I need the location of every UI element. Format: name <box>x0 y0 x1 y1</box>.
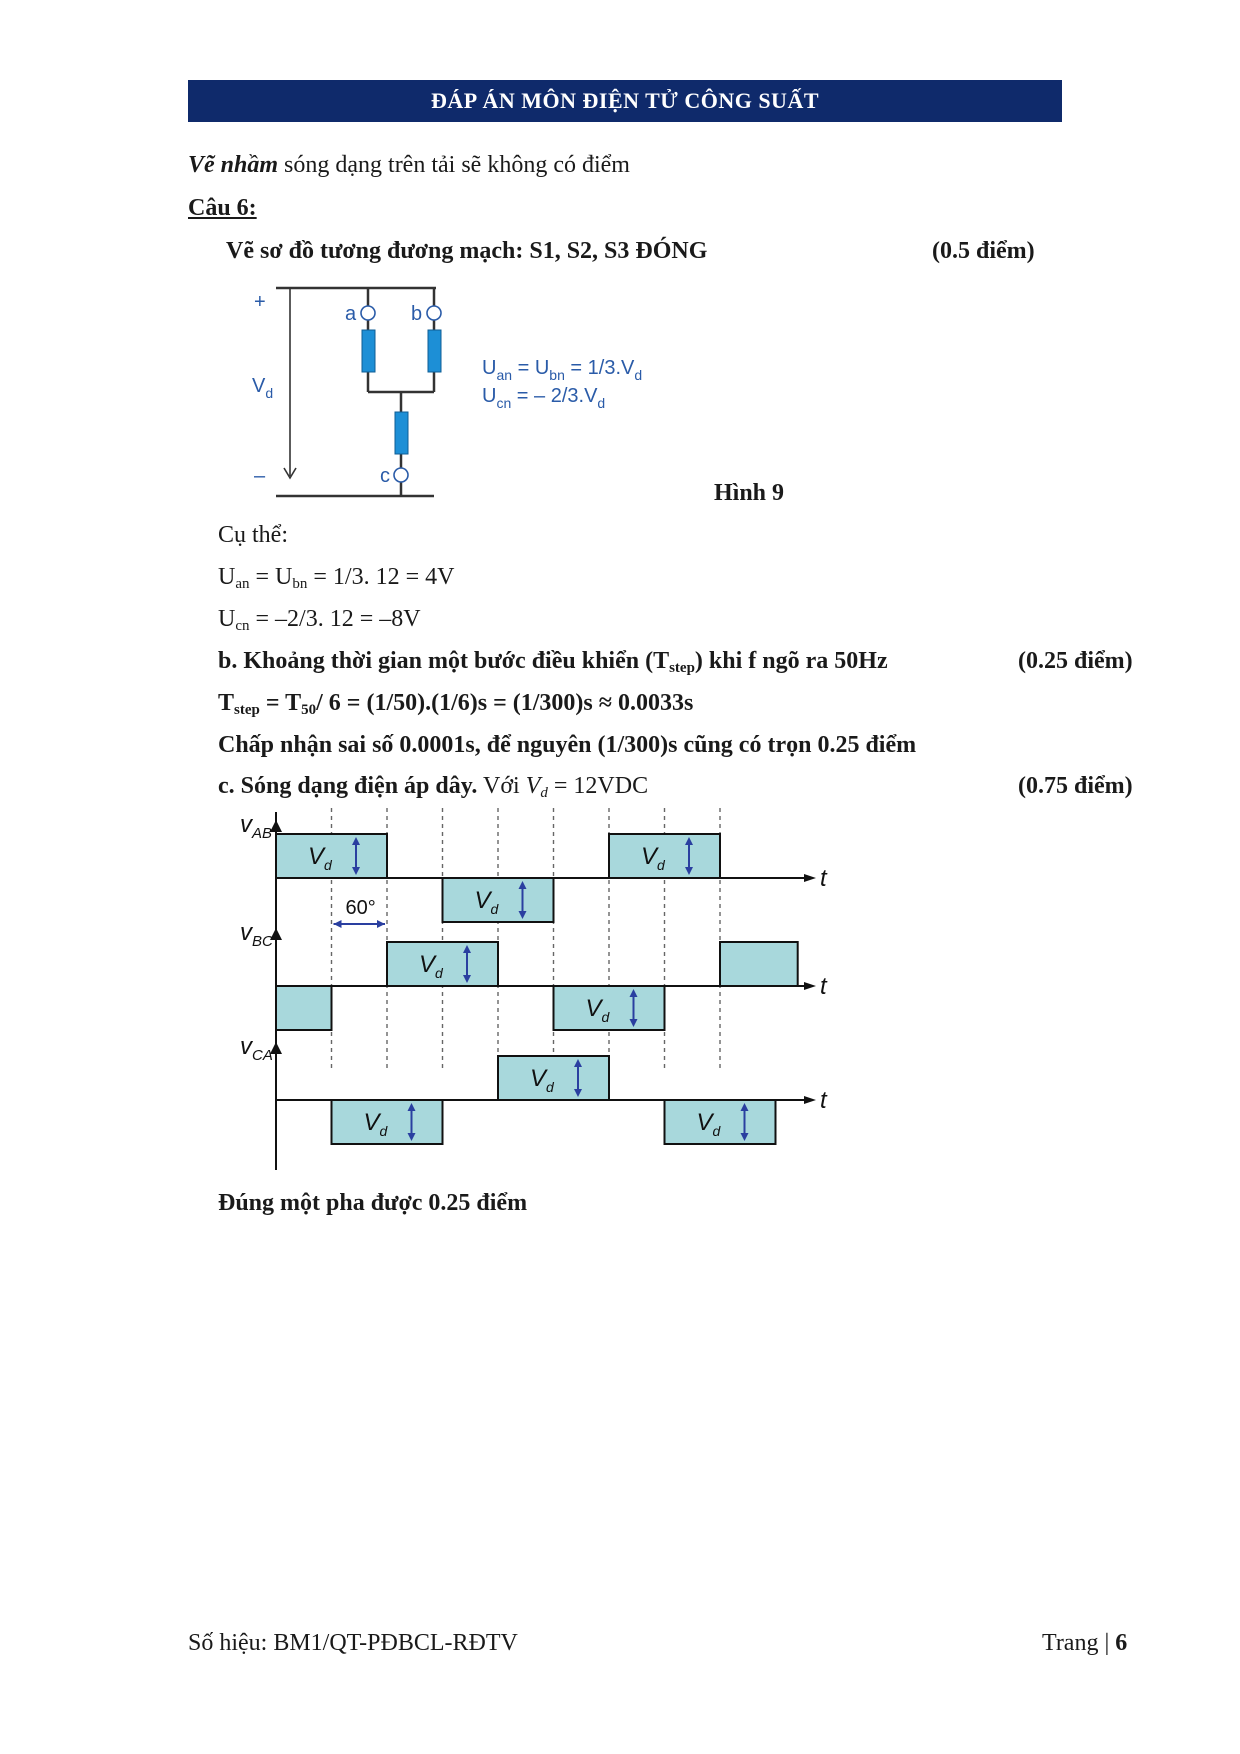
vd-pulse-label: $V_d$ <box>308 843 332 873</box>
vd-pulse-label: $V_d$ <box>474 887 499 917</box>
pulse-bc <box>720 942 798 986</box>
intro-text: sóng dạng trên tải sẽ không có điểm <box>278 152 630 178</box>
part-b-points: (0.25 điểm) <box>1018 648 1133 674</box>
vd-label: $V_d$ <box>252 375 274 401</box>
part-a-points: (0.5 điểm) <box>932 238 1035 264</box>
time-axis-label: t <box>820 865 827 892</box>
resistor-a <box>362 330 375 372</box>
time-axis-label: t <box>820 1087 827 1114</box>
details-title: Cụ thể: <box>218 522 288 548</box>
pulse-bc <box>276 986 332 1030</box>
equivalent-circuit-diagram <box>240 282 700 504</box>
page-number: 6 <box>1115 1630 1128 1656</box>
part-b-formula: $T_{step} = T_{50}/$ 6 = (1/50).(1/6)s = (1/300)s ≈ 0.0033s <box>218 690 694 718</box>
part-c-heading: c. Sóng dạng điện áp dây. Với $V_d = 12VDC$ <box>218 773 649 801</box>
circuit-equation-2: $U_{cn}$ = – $2/3.V_d$ <box>482 385 606 411</box>
part-c-points: (0.75 điểm) <box>1018 773 1133 799</box>
line-voltage-waveforms <box>228 806 848 1178</box>
question-label: Câu 6: <box>188 195 257 221</box>
phase-label-ca: $v_{CA}$ <box>240 1033 273 1064</box>
time-axis-arrowhead <box>804 874 816 882</box>
vd-pulse-label: $V_d$ <box>696 1109 721 1139</box>
angle-arrowhead-left <box>334 920 342 928</box>
page-header-title: ĐÁP ÁN MÔN ĐIỆN TỬ CÔNG SUẤT <box>188 80 1062 122</box>
resistor-c <box>395 412 408 454</box>
footer-page: Trang | 6 <box>1042 1630 1128 1656</box>
time-axis-label: t <box>820 973 827 1000</box>
node-a-terminal <box>361 306 375 320</box>
part-a-heading: Vẽ sơ đồ tương đương mạch: S1, S2, S3 ĐÓNG <box>226 238 708 264</box>
node-b-label: b <box>411 303 423 325</box>
time-axis-arrowhead <box>804 1096 816 1104</box>
angle-label: 60° <box>345 897 376 919</box>
node-a-label: a <box>345 303 357 325</box>
figure-label: Hình 9 <box>714 480 785 506</box>
node-b-terminal <box>427 306 441 320</box>
vd-pulse-label: $V_d$ <box>363 1109 388 1139</box>
part-b-heading: b. Khoảng thời gian một bước điều khiển $(T_{step})$ khi f ngõ ra 50Hz <box>218 648 888 676</box>
minus-sign: – <box>254 465 266 487</box>
footer-document-code: Số hiệu: BM1/QT-PĐBCL-RĐTV <box>188 1630 518 1656</box>
part-b-note: Chấp nhận sai số 0.0001s, để nguyên (1/300)s cũng có trọn 0.25 điểm <box>218 732 917 758</box>
phase-label-ab: $v_{AB}$ <box>240 811 273 842</box>
vd-pulse-label: $V_d$ <box>641 843 665 873</box>
phase-label-bc: $v_{BC}$ <box>240 919 273 950</box>
vd-pulse-label: $V_d$ <box>530 1065 554 1095</box>
circuit-equation-1: $U_{an} = U_{bn} = 1/3.V_d$ <box>482 357 643 383</box>
intro-emphasis: Vẽ nhầm <box>188 152 279 178</box>
details-line-2: $U_{cn} = -2/3$. 12 = –8V <box>218 606 421 634</box>
vd-pulse-label: $V_d$ <box>585 995 610 1025</box>
details-line-1: $U_{an} = U_{bn} = 1/3$. 12 = 4V <box>218 564 455 592</box>
plus-sign: + <box>254 291 266 313</box>
node-c-label: c <box>380 465 390 487</box>
intro-note <box>188 150 630 180</box>
node-c-terminal <box>394 468 408 482</box>
angle-arrowhead-right <box>377 920 385 928</box>
vd-pulse-label: $V_d$ <box>419 951 443 981</box>
time-axis-arrowhead <box>804 982 816 990</box>
grading-note: Đúng một pha được 0.25 điểm <box>218 1190 528 1216</box>
resistor-b <box>428 330 441 372</box>
